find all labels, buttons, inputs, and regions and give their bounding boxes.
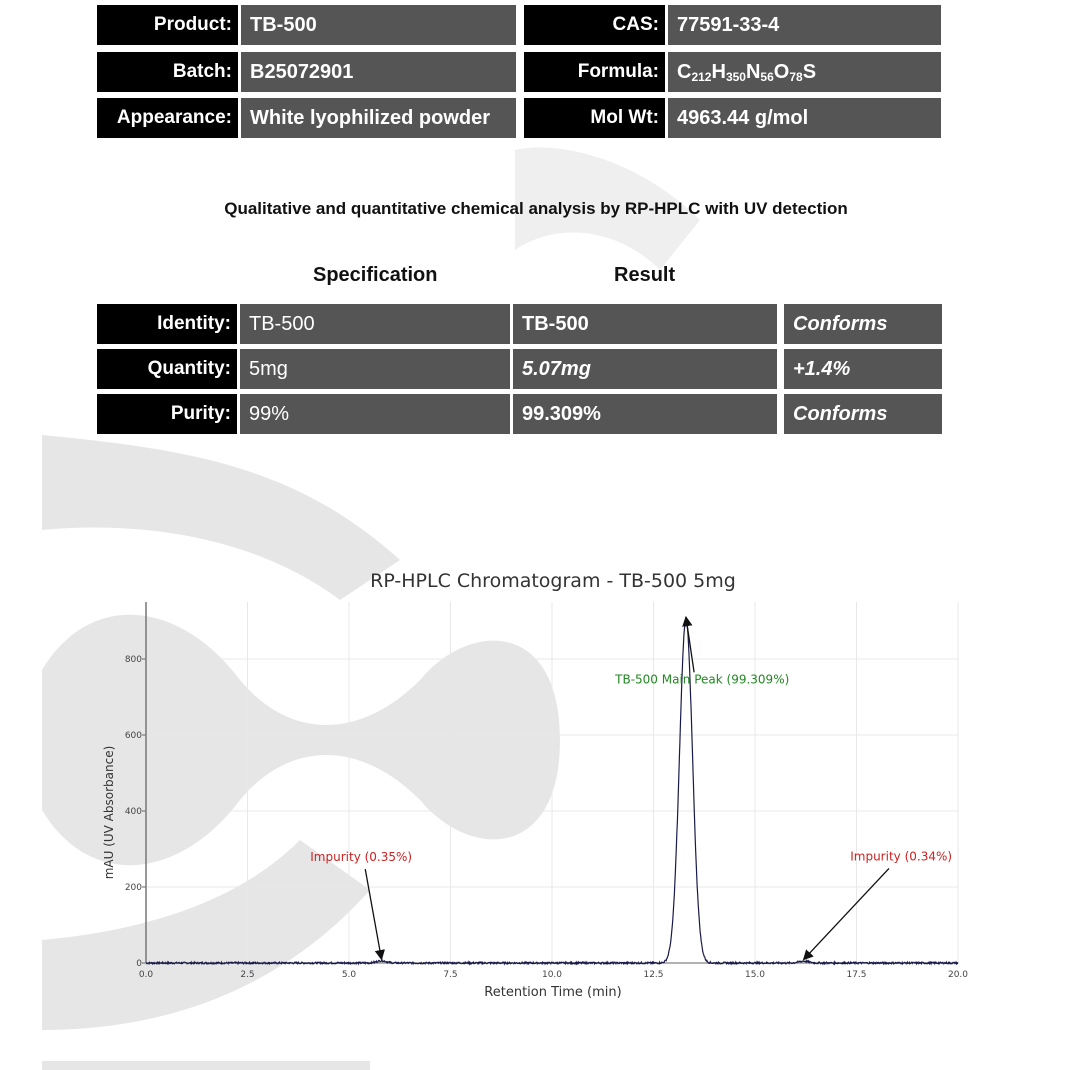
analysis-row [97,394,942,434]
info-row-appearance-label: Appearance: [97,98,238,138]
info-row-batch-label: Batch: [97,52,238,92]
info-value: $C_{212}H_{350}N_{56}O_{78}S$ [668,52,941,92]
info-value: TB-500 [241,5,516,45]
annotation-arrow [804,868,889,959]
status-value: +1.4% [784,349,942,389]
y-tick-label: 0 [136,959,142,969]
info-row-product [97,5,516,45]
info-value: 77591-33-4 [668,5,941,45]
info-row-appearance [97,98,516,138]
info-row-molwt-label: Mol Wt: [524,98,665,138]
specification-header: Specification [313,264,438,286]
y-tick-label: 800 [124,655,142,665]
result-header: Result [614,264,676,286]
analysis-row [97,304,942,344]
analysis-row [97,349,942,389]
x-tick-label: 0.0 [138,970,154,980]
x-tick-label: 10.0 [541,970,563,980]
info-row-formula-label: Formula: [524,52,665,92]
info-value: 4963.44 g/mol [668,98,941,138]
analysis-row-label: Quantity: [97,349,237,389]
info-row-cas-label: CAS: [524,5,665,45]
y-axis-label: mAU (UV Absorbance) [102,745,116,880]
peak-annotation-label: Impurity (0.34%) [850,849,953,864]
result-value: TB-500 [513,304,777,344]
result-value: 99.309% [513,394,777,434]
x-tick-label: 2.5 [240,970,255,980]
spec-value: TB-500 [240,304,510,344]
x-axis-label: Retention Time (min) [484,985,622,1000]
annotation-arrow [365,869,381,959]
watermark-bottom-bar [42,1061,370,1070]
analysis-row-label: Purity: [97,394,237,434]
x-tick-label: 20.0 [947,970,969,980]
analysis-row-label: Identity: [97,304,237,344]
y-tick-label: 400 [124,807,142,817]
info-row-batch [97,52,516,92]
info-row-cas [524,5,941,45]
chart-title: RP-HPLC Chromatogram - TB-500 5mg [370,570,736,592]
x-tick-label: 12.5 [643,970,664,980]
info-value: White lyophilized powder [241,98,516,138]
spec-value: 5mg [240,349,510,389]
y-tick-label: 200 [124,883,142,893]
result-value: 5.07mg [513,349,777,389]
status-value: Conforms [784,394,942,434]
annotation-arrow [686,617,694,672]
x-tick-label: 17.5 [846,970,867,980]
x-tick-label: 15.0 [744,970,766,980]
info-row-product-label: Product: [97,5,238,45]
x-tick-label: 7.5 [443,970,458,980]
status-value: Conforms [784,304,942,344]
analysis-title: Qualitative and quantitative chemical analysis by RP-HPLC with UV detection [224,199,848,218]
peak-annotation-label: Impurity (0.35%) [310,850,413,865]
info-value: B25072901 [241,52,516,92]
peak-annotation-label: TB-500 Main Peak (99.309%) [615,672,790,687]
info-row-formula [524,52,941,92]
spec-value: 99% [240,394,510,434]
y-tick-label: 600 [124,731,142,741]
chromatogram-chart [0,560,1080,1010]
x-tick-label: 5.0 [341,970,357,980]
info-row-molwt [524,98,941,138]
